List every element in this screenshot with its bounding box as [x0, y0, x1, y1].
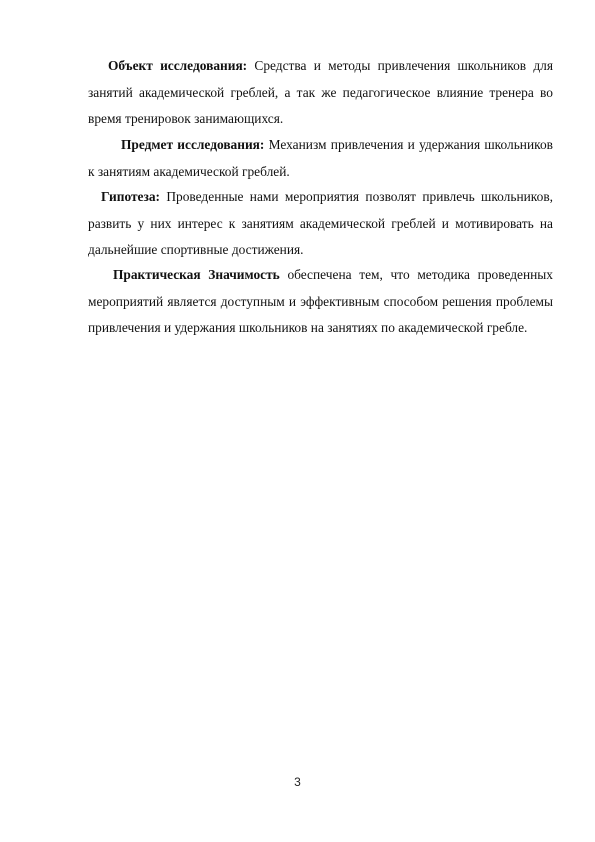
paragraph-text: Средства и методы привлечения школьников для занятий академической греблей, а так же педагогическое влияние тренера во время тренировок занимающихся.	[88, 58, 554, 126]
paragraph-text: обеспечена тем, что методика проведенных мероприятий является доступным и эффективным способом решения проблемы привлечения и удержания школьников на занятиях по академической гребле.	[88, 267, 553, 335]
page-number: 3	[294, 775, 301, 789]
paragraph-practical-significance	[88, 262, 553, 342]
paragraph-research-object	[88, 53, 553, 133]
paragraph-hypothesis	[88, 184, 553, 264]
paragraph-research-subject	[88, 132, 553, 185]
paragraph-text: Проведенные нами мероприятия позволят привлечь школьников, развить у них интерес к занятиям академической греблей и мотивировать на дальнейшие спортивные достижения.	[88, 189, 553, 257]
paragraph-lead: Объект исследования:	[108, 58, 248, 73]
paragraph-lead: Гипотеза:	[101, 189, 161, 204]
paragraph-lead: Предмет исследования:	[121, 137, 265, 152]
paragraph-lead: Практическая Значимость	[113, 267, 280, 282]
paragraph-text: Механизм привлечения и удержания школьников к занятиям академической греблей.	[88, 137, 553, 179]
